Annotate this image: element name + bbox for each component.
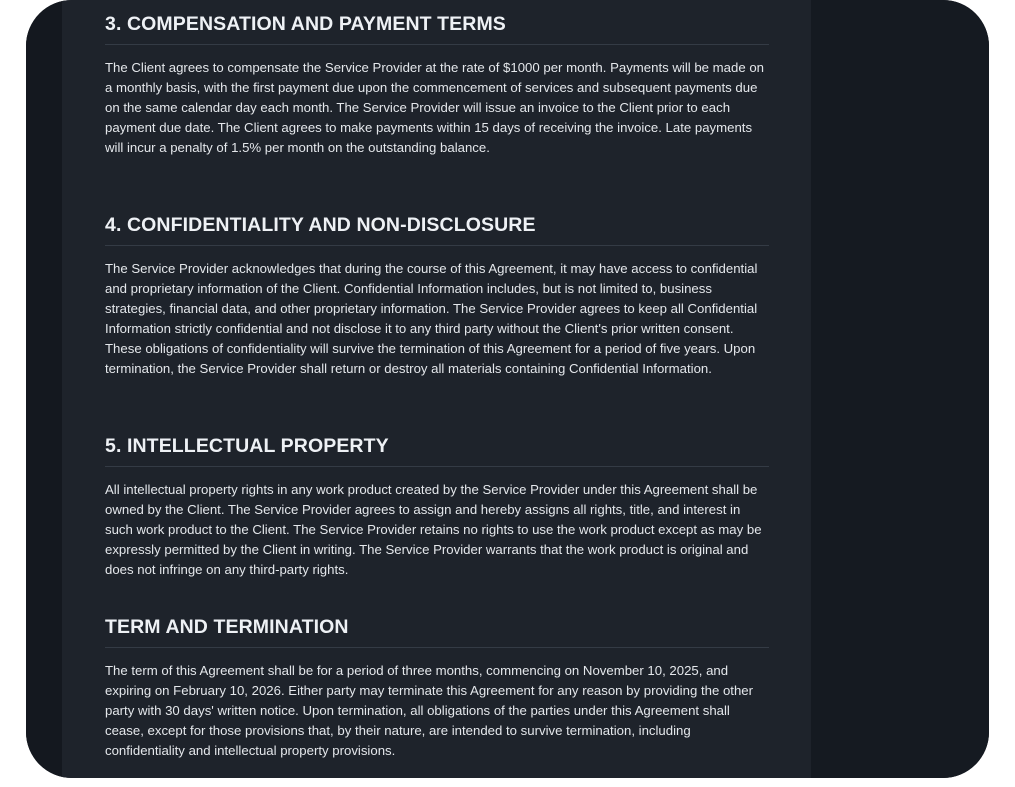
document-page xyxy=(62,0,811,778)
section-compensation xyxy=(105,11,769,158)
app-window xyxy=(26,0,989,778)
section-confidentiality xyxy=(105,212,769,379)
section-body: The Client agrees to compensate the Service Provider at the rate of $1000 per month. Payments will be made on a monthly basis, with the first payment due upon the commencement of services and subsequent payments due on the same calendar day each month. The Service Provider will issue an invoice to the Client prior to each payment due date. The Client agrees to make payments within 15 days of receiving the invoice. Late payments will incur a penalty of 1.5% per month on the outstanding balance. xyxy=(105,60,765,155)
left-margin xyxy=(26,0,62,778)
section-heading: TERM AND TERMINATION xyxy=(105,614,769,648)
section-body: The term of this Agreement shall be for a period of three months, commencing on November 10, 2025, and expiring on February 10, 2026. Either party may terminate this Agreement for any reason by providing the other party with 30 days' written notice. Upon termination, all obligations of the parties under this Agreement shall cease, except for those provisions that, by their nature, are intended to survive termination, including confidentiality and intellectual property provisions. xyxy=(105,663,754,758)
section-term-termination xyxy=(105,614,769,761)
section-body: The Service Provider acknowledges that during the course of this Agreement, it may have access to confidential and proprietary information of the Client. Confidential Information includes, but is not limited to, business strategies, financial data, and other proprietary information. The Service Provider agrees to keep all Confidential Information strictly confidential and not disclose it to any third party without the Client's prior written consent. These obligations of confidentiality will survive the termination of this Agreement for a period of five years. Upon termination, the Service Provider shall return or destroy all materials containing Confidential Information. xyxy=(105,261,758,376)
section-intellectual-property xyxy=(105,433,769,580)
section-heading: 4. CONFIDENTIALITY AND NON-DISCLOSURE xyxy=(105,212,769,246)
right-margin xyxy=(811,0,989,778)
section-body: All intellectual property rights in any work product created by the Service Provider under this Agreement shall be owned by the Client. The Service Provider agrees to assign and hereby assigns all rights, title, and interest in such work product to the Client. The Service Provider retains no rights to use the work product except as may be expressly permitted by the Client in writing. The Service Provider warrants that the work product is original and does not infringe on any third-party rights. xyxy=(105,482,762,577)
section-heading: 5. INTELLECTUAL PROPERTY xyxy=(105,433,769,467)
section-heading: 3. COMPENSATION AND PAYMENT TERMS xyxy=(105,11,769,45)
